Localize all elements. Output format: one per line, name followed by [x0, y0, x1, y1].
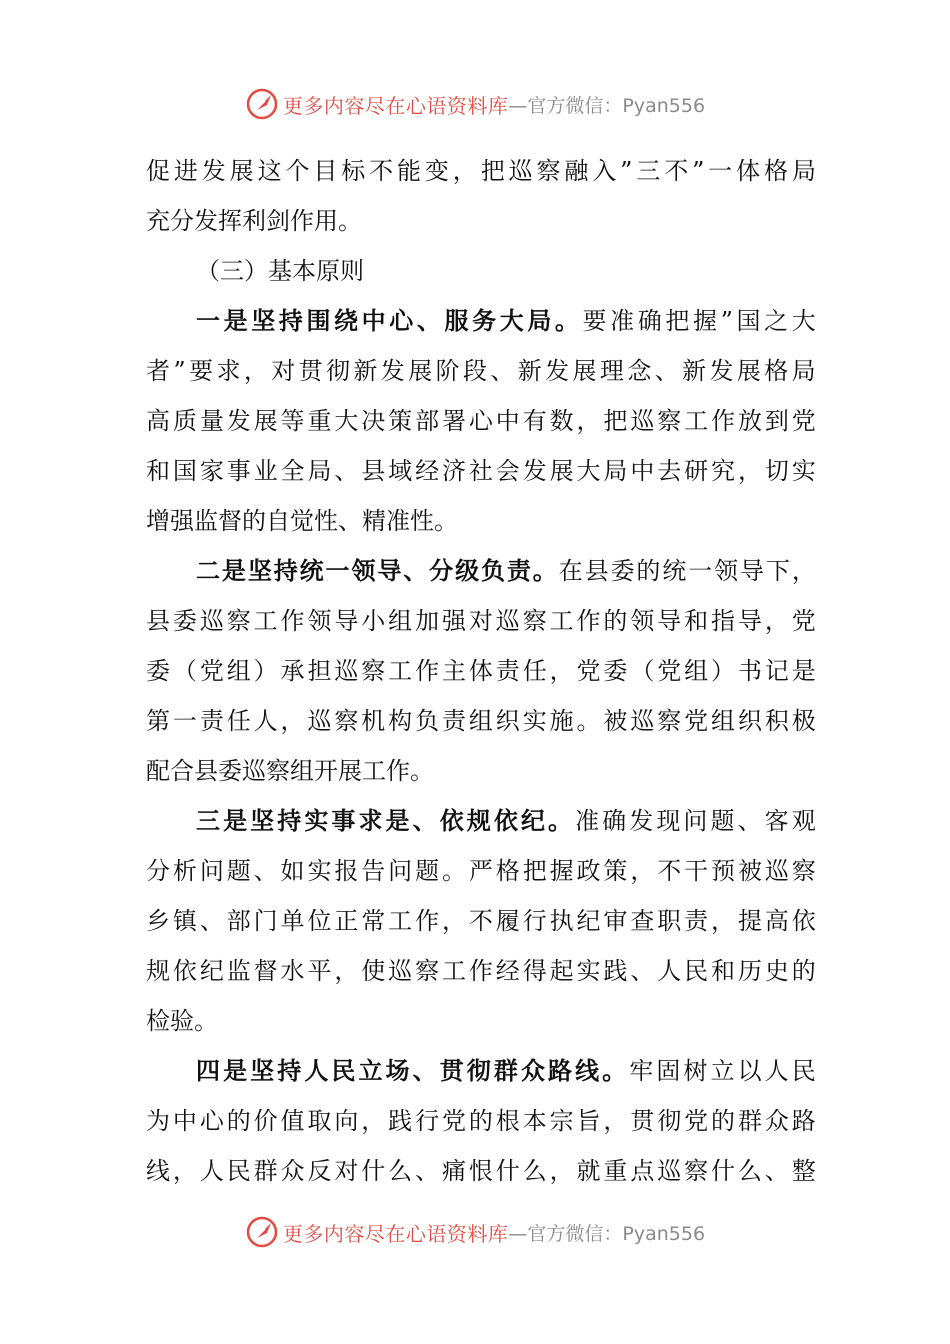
text-line: （ 三 ） 基 本 原 则 [196, 257, 364, 285]
text-line: 高 质 量 发 展 等 重 大 决 策 部 署 心 中 有 数 ， 把 巡 察 工 作 放 到 党 [146, 407, 816, 435]
text-line: 二 是 坚 持 统 一 领 导 、 分 级 负 责 。 在 县 委 的 统 一 领 导 下 ， [196, 557, 816, 585]
watermark-main-text: 更多内容尽在心语资料库 [282, 1221, 509, 1246]
text-line: 四 是 坚 持 人 民 立 场 、 贯 彻 群 众 路 线 。 牢 固 树 立 以 人 民 [196, 1057, 816, 1085]
text-line: 三 是 坚 持 实 事 求 是 、 依 规 依 纪 。 准 确 发 现 问 题 、 客 观 [196, 807, 816, 835]
text-line: 乡 镇 、 部 门 单 位 正 常 工 作 ， 不 履 行 执 纪 审 查 职 责 ， 提 高 依 [146, 907, 816, 935]
quill-logo-icon [245, 1215, 279, 1249]
text-line: 第 一 责 任 人 ， 巡 察 机 构 负 责 组 织 实 施 。 被 巡 察 党 组 织 积 极 [146, 707, 816, 735]
watermark-sub-text: —官方微信：Pyan556 [508, 1222, 706, 1245]
text-line: 配 合 县 委 巡 察 组 开 展 工 作 。 [146, 757, 434, 785]
text-line: 分 析 问 题 、 如 实 报 告 问 题 。 严 格 把 握 政 策 ， 不 干 预 被 巡 察 [146, 857, 816, 885]
text-line: 促 进 发 展 这 个 目 标 不 能 变 ， 把 巡 察 融 入 ” 三 不 ” 一 体 格 局 [146, 157, 816, 185]
text-line: 增 强 监 督 的 自 觉 性 、 精 准 性 。 [146, 507, 458, 535]
quill-logo-icon [245, 87, 279, 121]
text-line: 一 是 坚 持 围 绕 中 心 、 服 务 大 局 。 要 准 确 把 握 ” 国 之 大 [196, 307, 816, 335]
watermark-sub-text: —官方微信：Pyan556 [508, 94, 706, 117]
watermark-header [0, 84, 950, 124]
text-line: 规 依 纪 监 督 水 平 ， 使 巡 察 工 作 经 得 起 实 践 、 人 民 和 历 史 的 [146, 957, 816, 985]
document-body [146, 146, 816, 1196]
text-line: 者 ” 要 求 ， 对 贯 彻 新 发 展 阶 段 、 新 发 展 理 念 、 新 发 展 格 局 [146, 357, 816, 385]
text-line: 充 分 发 挥 利 剑 作 用 。 [146, 207, 362, 235]
text-line: 检 验 。 [146, 1007, 218, 1035]
text-line: 为 中 心 的 价 值 取 向 ， 践 行 党 的 根 本 宗 旨 ， 贯 彻 党 的 群 众 路 [146, 1107, 816, 1135]
watermark-footer [0, 1212, 950, 1252]
watermark-main-text: 更多内容尽在心语资料库 [282, 93, 509, 118]
text-line: 委 （ 党 组 ） 承 担 巡 察 工 作 主 体 责 任 ， 党 委 （ 党 组 ） 书 记 是 [146, 657, 816, 685]
text-line: 县 委 巡 察 工 作 领 导 小 组 加 强 对 巡 察 工 作 的 领 导 和 指 导 ， 党 [146, 607, 816, 635]
text-line: 和 国 家 事 业 全 局 、 县 域 经 济 社 会 发 展 大 局 中 去 研 究 ， 切 实 [146, 457, 816, 485]
text-line: 线 ， 人 民 群 众 反 对 什 么 、 痛 恨 什 么 ， 就 重 点 巡 察 什 么 、 整 [146, 1157, 816, 1185]
